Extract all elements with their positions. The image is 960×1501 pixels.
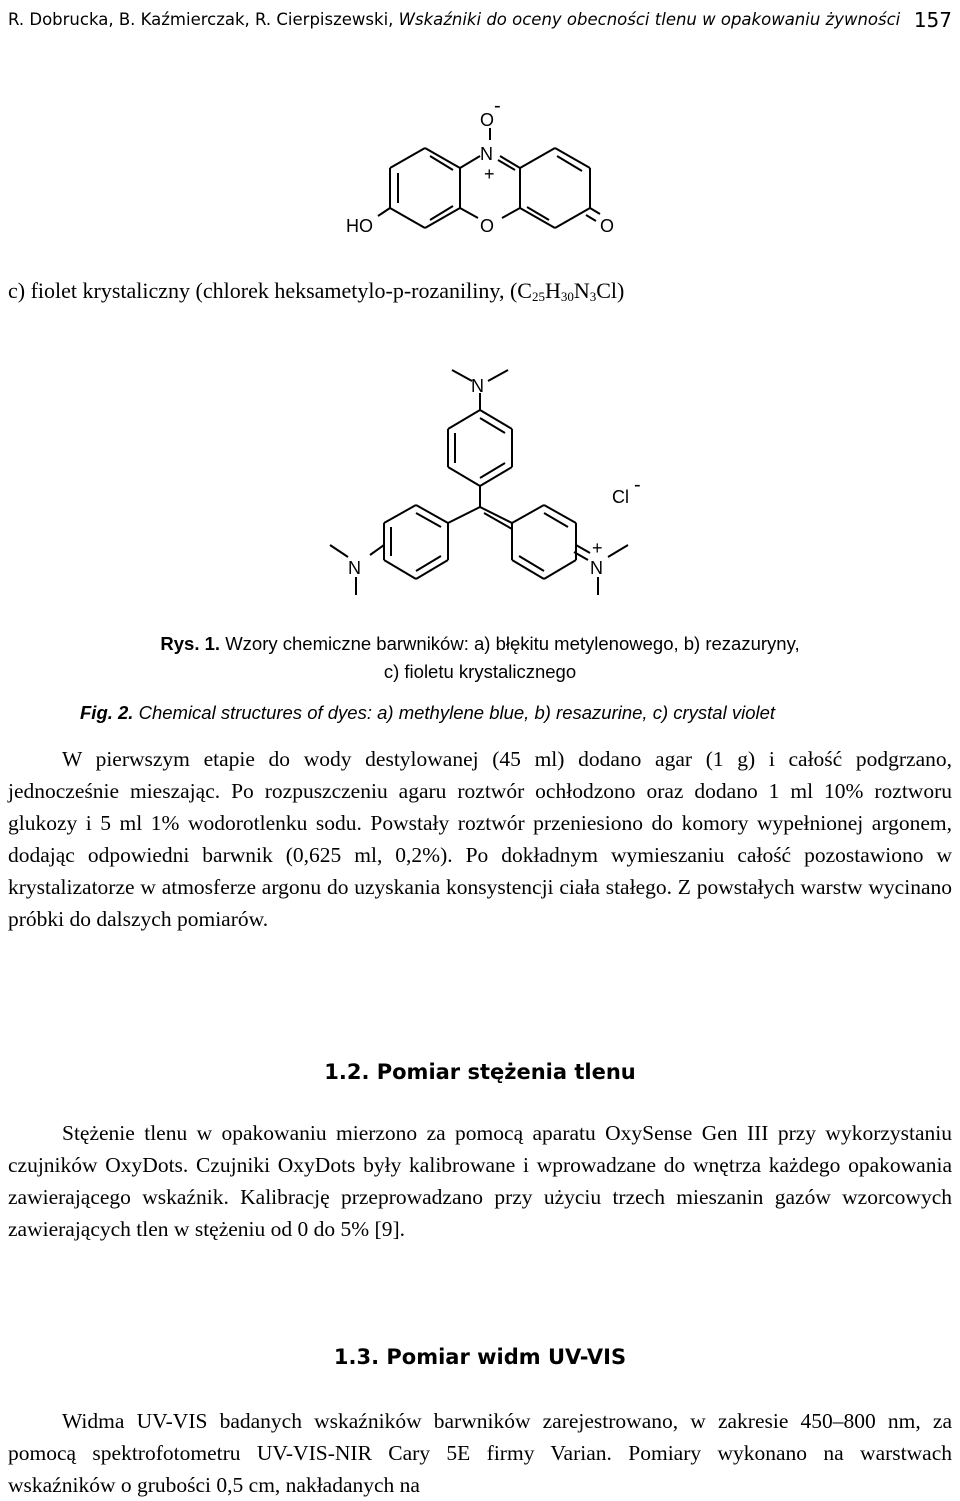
cv-chloride: Cl <box>612 487 629 507</box>
paragraph-uv-vis: Widma UV-VIS badanych wskaźników barwników zarejestrowano, w zakresie 450–800 nm, za pomocą spektrofotometru UV-VIS-NIR Cary 5E firmy Varian. Pomiary wykonano na warstwach wskaźników o grubości 0,5 cm, nakładanych na <box>8 1409 952 1497</box>
header-authors-title <box>8 10 900 29</box>
caption-en-text: Chemical structures of dyes: a) methylene blue, b) resazurine, c) crystal violet <box>138 702 776 723</box>
paragraph-preparation: W pierwszym etapie do wody destylowanej (45 ml) dodano agar (1 g) i całość podgrzano, jednocześnie mieszając. Po rozpuszczeniu agaru roztwór ochłodzono oraz dodano 1 ml 10% roztworu glukozy i 5 ml 1% wodorotlenku sodu. Powstały roztwór przeniesiono do komory wypełnionej argonem, dodając odpowiedni barwnik (0,625 ml, 0,2%). Po dokładnym wymieszaniu całość pozostawiono w krystalizatorze w atmosferze argonu do uzyskania konsystencji ciała stałego. Z powstałych warstw wycinano próbki do dalszych pomiarów. <box>8 747 952 931</box>
cv-n-plus: + <box>592 538 603 558</box>
caption-en-label: Fig. 2. <box>80 702 134 723</box>
caption-pl-line2: c) fioletu krystalicznego <box>383 661 577 682</box>
cv-label-tail: Cl) <box>596 278 625 303</box>
cv-label-text: c) fiolet krystaliczny (chlorek heksametylo-p-rozaniliny, (C <box>8 278 532 303</box>
crystal-violet-structure <box>0 355 960 615</box>
header-title: Wskaźniki do oceny obecności tlenu w opakowaniu żywności <box>398 10 901 29</box>
cv-n-top: N <box>471 376 484 396</box>
caption-pl-label: Rys. 1. <box>160 633 221 654</box>
resazurin-n: N <box>480 144 493 164</box>
cv-label-sub-c: 25 <box>531 289 545 304</box>
figure-caption-en <box>80 702 960 724</box>
cv-n-right: N <box>590 558 603 578</box>
resazurin-o-minus: O <box>480 110 495 130</box>
section-heading-1-2: 1.2. Pomiar stężenia tlenu <box>324 1060 636 1084</box>
section-heading-1-3: 1.3. Pomiar widm UV-VIS <box>333 1345 627 1369</box>
resazurin-ho: HO <box>346 216 373 236</box>
running-header <box>0 4 960 34</box>
header-authors: R. Dobrucka, B. Kaźmierczak, R. Cierpiszewski, <box>8 10 394 29</box>
cv-chloride-minus: - <box>634 474 641 496</box>
caption-pl-line1 <box>0 630 960 658</box>
crystal-violet-label <box>8 278 624 305</box>
cv-label-n: N <box>573 278 590 303</box>
figure-caption-pl <box>0 630 960 686</box>
cv-label-sub-h: 30 <box>560 289 574 304</box>
caption-pl-text1: Wzory chemiczne barwników: a) błękitu metylenowego, b) rezazuryny, <box>225 633 800 654</box>
resazurin-minus-sign: - <box>494 95 501 117</box>
resazurin-ketone-o: O <box>600 216 615 236</box>
paragraph-oxygen-measurement: Stężenie tlenu w opakowaniu mierzono za pomocą aparatu OxySense Gen III przy wykorzystaniu czujników OxyDots. Czujniki OxyDots były kalibrowane i wprowadzane do wnętrza każdego opakowania zawierającego wskaźnik. Kalibrację przeprowadzano przy użyciu trzech mieszanin gazów wzorcowych zawierających tlen w stężeniu od 0 do 5% [9]. <box>8 1121 952 1241</box>
resazurin-plus-sign: + <box>484 164 495 184</box>
cv-label-sub-n: 3 <box>589 289 597 304</box>
page-number: 157 <box>913 8 952 32</box>
resazurin-structure <box>0 90 960 250</box>
cv-n-left: N <box>348 558 361 578</box>
cv-label-h: H <box>544 278 561 303</box>
resazurin-ring-o: O <box>480 216 495 236</box>
